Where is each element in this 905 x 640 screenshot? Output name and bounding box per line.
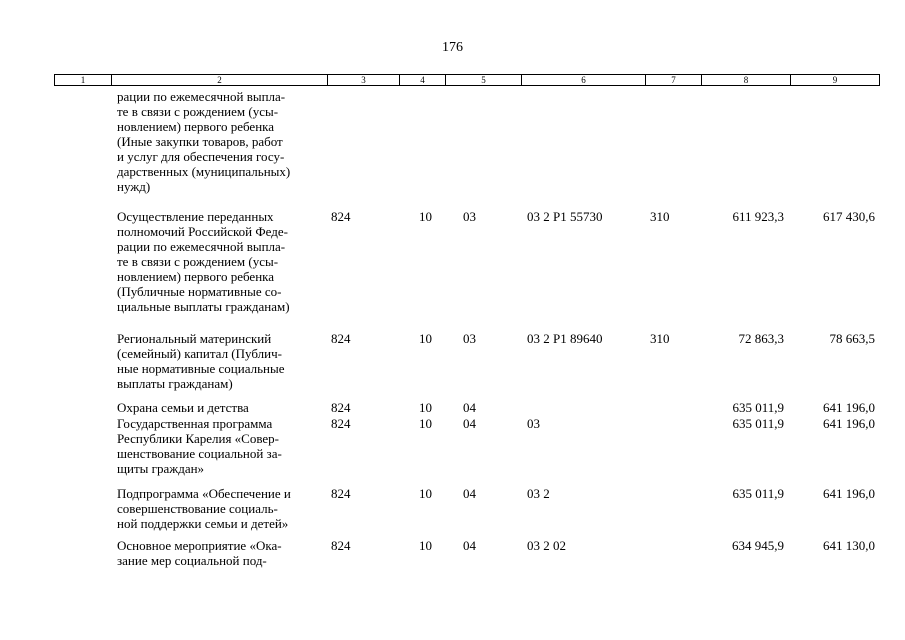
subsection-code: 04: [463, 416, 476, 431]
item-name-line: и услуг для обеспечения госу-: [117, 149, 285, 164]
item-name-line: полномочий Российской Феде-: [117, 224, 288, 239]
item-name: [117, 331, 325, 391]
target-article-code: 03 2 Р1 55730: [527, 209, 603, 224]
subsection-code: 03: [463, 209, 476, 224]
expense-type-code: 310: [650, 209, 670, 224]
column-number-5: 5: [446, 75, 522, 85]
section-code: 10: [419, 400, 432, 415]
item-name-line: ные нормативные социальные: [117, 361, 285, 376]
amount-year-1: 635 011,9: [732, 416, 784, 431]
target-article-code: 03 2 02: [527, 538, 566, 553]
column-number-7: 7: [646, 75, 702, 85]
column-number-1: 1: [55, 75, 112, 85]
section-code: 10: [419, 331, 432, 346]
amount-year-2: 78 663,5: [829, 331, 875, 346]
ministry-code: 824: [331, 486, 351, 501]
amount-year-1: 611 923,3: [732, 209, 784, 224]
ministry-code: 824: [331, 538, 351, 553]
subsection-code: 04: [463, 400, 476, 415]
ministry-code: 824: [331, 209, 351, 224]
item-name-line: совершенствование социаль-: [117, 501, 278, 516]
item-name-line: Охрана семьи и детства: [117, 400, 249, 415]
item-name-line: (Публичные нормативные со-: [117, 284, 282, 299]
item-name: [117, 89, 325, 194]
amount-year-1: 635 011,9: [732, 400, 784, 415]
ministry-code: 824: [331, 400, 351, 415]
item-name-line: (семейный) капитал (Публич-: [117, 346, 282, 361]
section-code: 10: [419, 538, 432, 553]
amount-year-1: 72 863,3: [738, 331, 784, 346]
item-name-line: циальные выплаты гражданам): [117, 299, 290, 314]
item-name: [117, 416, 325, 476]
item-name-line: Осуществление переданных: [117, 209, 274, 224]
ministry-code: 824: [331, 331, 351, 346]
item-name-line: новлением) первого ребенка: [117, 269, 275, 284]
ministry-code: 824: [331, 416, 351, 431]
amount-year-2: 617 430,6: [823, 209, 875, 224]
column-number-8: 8: [702, 75, 791, 85]
target-article-code: 03: [527, 416, 540, 431]
amount-year-2: 641 196,0: [823, 416, 875, 431]
page-number: 176: [442, 40, 463, 55]
item-name-line: шенствование социальной за-: [117, 446, 282, 461]
amount-year-2: 641 130,0: [823, 538, 875, 553]
amount-year-2: 641 196,0: [823, 486, 875, 501]
column-number-3: 3: [328, 75, 400, 85]
target-article-code: 03 2: [527, 486, 550, 501]
subsection-code: 04: [463, 486, 476, 501]
amount-year-2: 641 196,0: [823, 400, 875, 415]
item-name-line: Республики Карелия «Совер-: [117, 431, 280, 446]
column-number-4: 4: [400, 75, 446, 85]
subsection-code: 03: [463, 331, 476, 346]
item-name: [117, 538, 325, 568]
column-number-header: [54, 74, 880, 86]
column-number-2: 2: [112, 75, 328, 85]
item-name-line: рации по ежемесячной выпла-: [117, 89, 286, 104]
column-number-9: 9: [832, 75, 838, 85]
item-name-line: щиты граждан»: [117, 461, 205, 476]
item-name-line: те в связи с рождением (усы-: [117, 254, 279, 269]
item-name: [117, 486, 325, 531]
item-name-line: Подпрограмма «Обеспечение и: [117, 486, 291, 501]
target-article-code: 03 2 Р1 89640: [527, 331, 603, 346]
item-name-line: нужд): [117, 179, 151, 194]
amount-year-1: 635 011,9: [732, 486, 784, 501]
section-code: 10: [419, 486, 432, 501]
item-name-line: выплаты гражданам): [117, 376, 233, 391]
item-name-line: те в связи с рождением (усы-: [117, 104, 279, 119]
subsection-code: 04: [463, 538, 476, 553]
amount-year-1: 634 945,9: [732, 538, 784, 553]
column-number-6: 6: [522, 75, 646, 85]
item-name-line: рации по ежемесячной выпла-: [117, 239, 286, 254]
item-name-line: Государственная программа: [117, 416, 273, 431]
item-name-line: (Иные закупки товаров, работ: [117, 134, 283, 149]
section-code: 10: [419, 209, 432, 224]
item-name-line: зание мер социальной под-: [117, 553, 267, 568]
item-name-line: Основное мероприятие «Ока-: [117, 538, 282, 553]
item-name: [117, 209, 325, 314]
expense-type-code: 310: [650, 331, 670, 346]
item-name-line: ной поддержки семьи и детей»: [117, 516, 289, 531]
item-name-line: Региональный материнский: [117, 331, 272, 346]
item-name: [117, 400, 325, 415]
item-name-line: дарственных (муниципальных): [117, 164, 291, 179]
section-code: 10: [419, 416, 432, 431]
item-name-line: новлением) первого ребенка: [117, 119, 275, 134]
